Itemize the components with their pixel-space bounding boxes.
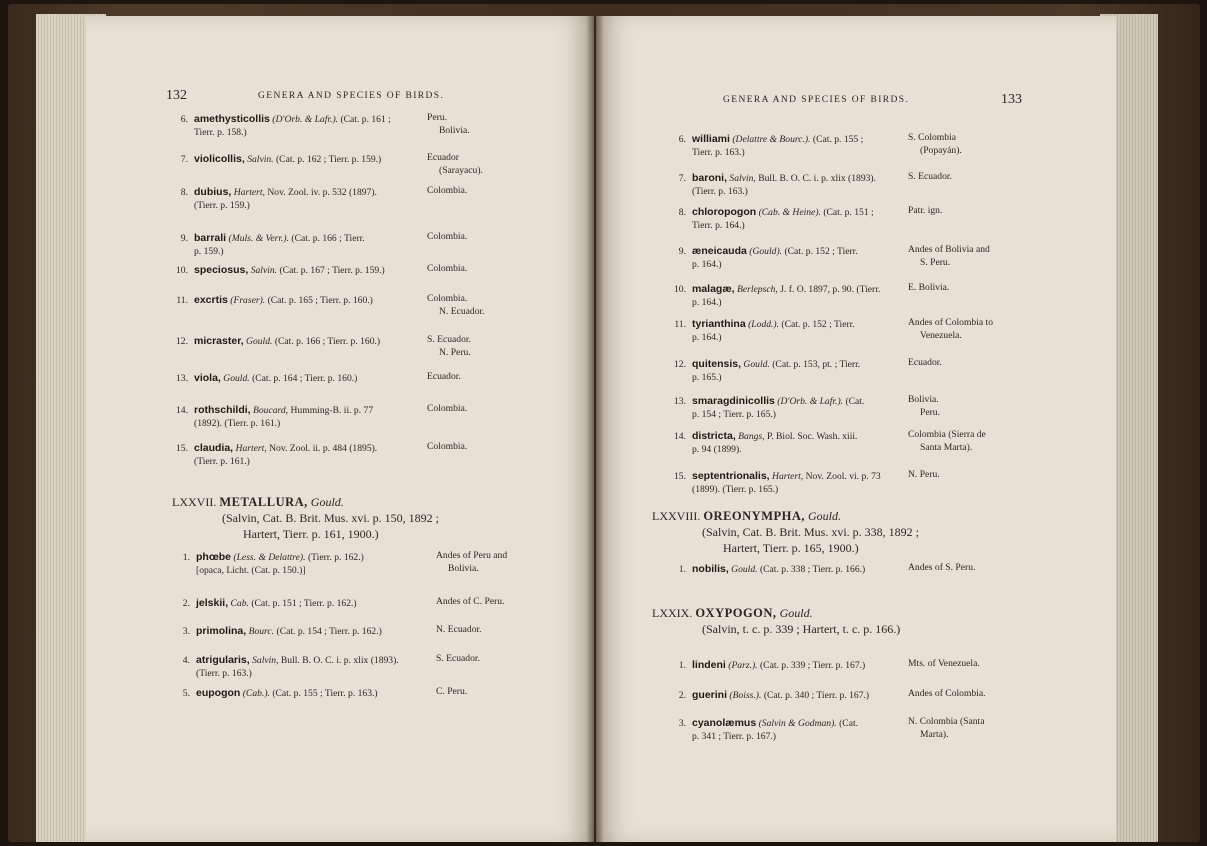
genus-number: LXXIX. — [652, 606, 693, 620]
species-entry — [170, 153, 381, 166]
species-entry — [172, 551, 364, 577]
species-author: (Fraser). — [230, 295, 266, 306]
genus-reference: (Salvin, t. c. p. 339 ; Hartert, t. c. p. 166.) — [702, 622, 901, 636]
species-name: lindeni — [692, 659, 726, 671]
species-entry — [170, 186, 377, 212]
species-number: 14. — [176, 405, 188, 416]
genus-heading — [172, 494, 439, 542]
species-number: 7. — [180, 154, 188, 165]
species-locality: Peru. Bolivia. — [427, 112, 470, 136]
species-name: dubius, — [194, 186, 232, 198]
species-locality: S. Colombia (Popayán). — [908, 132, 962, 156]
species-locality: Andes of C. Peru. — [436, 596, 505, 607]
species-name: æneicauda — [692, 245, 747, 257]
species-author: (D'Orb. & Lafr.). — [272, 114, 339, 125]
genus-number: LXXVIII. — [652, 509, 701, 523]
species-number: 10. — [176, 265, 188, 276]
species-reference: Bull. B. O. C. i. p. xlix (1893). — [280, 655, 399, 666]
species-locality: N. Peru. — [908, 469, 940, 480]
species-entry — [668, 689, 869, 702]
genus-name: OXYPOGON, — [695, 606, 777, 620]
species-name: districta, — [692, 430, 736, 442]
species-number: 15. — [176, 443, 188, 454]
species-name: jelskii, — [196, 597, 229, 609]
species-reference: (Cat. p. 154 ; Tierr. p. 162.) — [276, 626, 382, 637]
species-entry — [668, 318, 855, 344]
species-reference: (Cat. p. 166 ; Tierr. — [291, 233, 365, 244]
genus-heading — [652, 508, 919, 556]
species-name: tyrianthina — [692, 318, 746, 330]
species-entry — [170, 264, 385, 277]
species-entry — [172, 687, 378, 700]
species-name: quitensis, — [692, 358, 742, 370]
species-number: 13. — [176, 373, 188, 384]
species-locality: N. Ecuador. — [436, 624, 482, 635]
species-locality: Colombia (Sierra de Santa Marta). — [908, 429, 986, 453]
species-name: viola, — [194, 372, 221, 384]
species-reference: (Cat. p. 152 ; Tierr. — [781, 319, 855, 330]
book-gutter — [586, 16, 604, 842]
species-reference-2: p. 164.) — [692, 297, 722, 308]
species-entry — [668, 563, 865, 576]
species-number: 13. — [674, 396, 686, 407]
genus-reference: (Salvin, Cat. B. Brit. Mus. xvi. p. 338, 1892 ; — [702, 525, 920, 539]
species-locality: Patr. ign. — [908, 205, 943, 216]
species-number: 8. — [678, 207, 686, 218]
species-author: Hartert, — [233, 187, 265, 198]
species-name: atrigularis, — [196, 654, 250, 666]
species-reference: (Cat. p. 162 ; Tierr. p. 159.) — [275, 154, 382, 165]
species-reference: (Cat. — [839, 718, 859, 729]
species-reference-2: p. 341 ; Tierr. p. 167.) — [692, 731, 776, 742]
species-number: 12. — [674, 359, 686, 370]
species-author: Boucard, — [253, 405, 289, 416]
species-number: 11. — [674, 319, 686, 330]
genus-author: Gould. — [779, 606, 813, 620]
species-author: Bourc. — [248, 626, 275, 637]
genus-number: LXXVII. — [172, 495, 217, 509]
species-locality: S. Ecuador. N. Peru. — [427, 334, 471, 358]
species-locality: C. Peru. — [436, 686, 468, 697]
species-entry — [170, 294, 373, 307]
species-reference-2: Tierr. p. 158.) — [194, 127, 247, 138]
species-reference-2: p. 165.) — [692, 372, 722, 383]
species-reference-2: Tierr. p. 164.) — [692, 220, 745, 231]
species-reference-2: (Tierr. p. 163.) — [196, 668, 252, 679]
species-author: Salvin, — [729, 173, 756, 184]
species-name: micraster, — [194, 335, 244, 347]
genus-name: METALLURA, — [219, 495, 308, 509]
species-name: barrali — [194, 232, 227, 244]
species-author: (Muls. & Verr.). — [228, 233, 290, 244]
species-reference-2: p. 94 (1899). — [692, 444, 742, 455]
species-entry — [170, 404, 373, 430]
species-name: septentrionalis, — [692, 470, 770, 482]
species-name: cyanolæmus — [692, 717, 757, 729]
species-locality: S. Ecuador. — [436, 653, 480, 664]
species-name: claudia, — [194, 442, 234, 454]
species-author: (Cab.). — [242, 688, 270, 699]
species-entry — [668, 283, 880, 309]
species-number: 14. — [674, 431, 686, 442]
species-reference-2: [opaca, Licht. (Cat. p. 150.)] — [196, 565, 306, 576]
species-author: Cab. — [230, 598, 249, 609]
species-locality: Ecuador. — [908, 357, 942, 368]
species-author: (D'Orb. & Lafr.). — [777, 396, 844, 407]
species-reference: (Cat. p. 155 ; Tierr. p. 163.) — [272, 688, 378, 699]
species-reference-2: (Tierr. p. 163.) — [692, 186, 748, 197]
species-locality: N. Colombia (Santa Marta). — [908, 716, 985, 740]
species-reference-2: p. 164.) — [692, 332, 722, 343]
species-author: Salvin. — [250, 265, 278, 276]
species-author: Gould. — [731, 564, 758, 575]
page-number-left: 132 — [166, 88, 187, 103]
species-reference: Nov. Zool. iv. p. 532 (1897). — [267, 187, 377, 198]
species-locality: Colombia. N. Ecuador. — [427, 293, 485, 317]
genus-reference-2: Hartert, Tierr. p. 161, 1900.) — [243, 527, 379, 541]
species-entry — [170, 335, 380, 348]
genus-reference-2: Hartert, Tierr. p. 165, 1900.) — [723, 541, 859, 555]
species-entry — [172, 654, 399, 680]
species-entry — [172, 625, 382, 638]
species-locality: Colombia. — [427, 185, 468, 196]
species-entry — [668, 358, 860, 384]
species-name: baroni, — [692, 172, 728, 184]
genus-author: Gould. — [808, 509, 842, 523]
species-locality: Andes of S. Peru. — [908, 562, 976, 573]
genus-heading — [652, 605, 900, 637]
species-reference: J. f. O. 1897, p. 90. (Tierr. — [780, 284, 881, 295]
species-reference: (Cat. p. 166 ; Tierr. p. 160.) — [274, 336, 381, 347]
species-name: excrtis — [194, 294, 228, 306]
species-reference: (Cat. p. 340 ; Tierr. p. 167.) — [763, 690, 870, 701]
species-entry — [170, 113, 391, 139]
species-number: 2. — [182, 598, 190, 609]
species-number: 11. — [176, 295, 188, 306]
species-locality: Andes of Colombia. — [908, 688, 986, 699]
species-locality: Mts. of Venezuela. — [908, 658, 980, 669]
species-name: nobilis, — [692, 563, 729, 575]
species-reference-2: (Tierr. p. 159.) — [194, 200, 250, 211]
species-reference: (Cat. p. 151 ; — [823, 207, 874, 218]
species-reference: (Cat. p. 161 ; — [340, 114, 391, 125]
species-author: (Delattre & Bourc.). — [732, 134, 811, 145]
species-entry — [668, 395, 864, 421]
species-locality: Colombia. — [427, 231, 468, 242]
page-number-right: 133 — [1001, 92, 1022, 107]
species-reference: (Cat. p. 167 ; Tierr. p. 159.) — [279, 265, 385, 276]
species-number: 6. — [180, 114, 188, 125]
species-reference: Nov. Zool. ii. p. 484 (1895). — [269, 443, 378, 454]
species-locality: Andes of Bolivia and S. Peru. — [908, 244, 990, 268]
species-reference-2: p. 164.) — [692, 259, 722, 270]
genus-reference: (Salvin, Cat. B. Brit. Mus. xvi. p. 150, 1892 ; — [222, 511, 440, 525]
species-number: 2. — [678, 690, 686, 701]
species-entry — [170, 372, 357, 385]
species-name: phœbe — [196, 551, 231, 563]
species-author: Gould. — [246, 336, 273, 347]
species-locality: Andes of Peru and Bolivia. — [436, 550, 508, 574]
running-head-left: GENERA AND SPECIES OF BIRDS. — [258, 91, 445, 101]
species-reference: (Cat. p. 165 ; Tierr. p. 160.) — [267, 295, 373, 306]
species-locality: Bolivia. Peru. — [908, 394, 940, 418]
species-reference: (Cat. p. 339 ; Tierr. p. 167.) — [759, 660, 866, 671]
species-number: 1. — [678, 660, 686, 671]
species-reference: Humming-B. ii. p. 77 — [290, 405, 374, 416]
running-head-right: GENERA AND SPECIES OF BIRDS. — [723, 95, 910, 105]
species-author: (Lodd.). — [748, 319, 780, 330]
species-reference: (Cat. p. 164 ; Tierr. p. 160.) — [252, 373, 358, 384]
species-author: Salvin, — [252, 655, 279, 666]
species-name: speciosus, — [194, 264, 249, 276]
species-entry — [172, 597, 357, 610]
species-reference: (Cat. — [845, 396, 865, 407]
species-number: 3. — [678, 718, 686, 729]
species-author: (Cab. & Heine). — [758, 207, 821, 218]
species-entry — [668, 659, 865, 672]
species-author: Hartert, — [772, 471, 804, 482]
species-author: (Boiss.). — [729, 690, 762, 701]
species-author: (Gould). — [749, 246, 783, 257]
species-reference: (Cat. p. 152 ; Tierr. — [784, 246, 858, 257]
species-entry — [668, 133, 863, 159]
species-number: 1. — [678, 564, 686, 575]
genus-author: Gould. — [310, 495, 344, 509]
species-entry — [170, 232, 365, 258]
species-entry — [668, 717, 858, 743]
species-reference: Bull. B. O. C. i. p. xlix (1893). — [758, 173, 877, 184]
species-entry — [668, 206, 874, 232]
species-author: Gould. — [223, 373, 250, 384]
species-author: (Parz.). — [728, 660, 758, 671]
species-entry — [668, 172, 876, 198]
species-number: 9. — [180, 233, 188, 244]
species-name: guerini — [692, 689, 728, 701]
species-entry — [170, 442, 377, 468]
species-reference: (Cat. p. 338 ; Tierr. p. 166.) — [759, 564, 866, 575]
species-locality: Colombia. — [427, 403, 468, 414]
species-locality: Ecuador (Sarayacu). — [427, 152, 483, 176]
species-locality: E. Bolivia. — [908, 282, 950, 293]
species-author: Berlepsch, — [737, 284, 778, 295]
species-locality: S. Ecuador. — [908, 171, 952, 182]
species-locality: Colombia. — [427, 441, 468, 452]
species-number: 3. — [182, 626, 190, 637]
species-author: Salvin. — [247, 154, 274, 165]
species-author: Gould. — [743, 359, 770, 370]
genus-name: OREONYMPHA, — [703, 509, 806, 523]
species-entry — [668, 430, 857, 456]
species-number: 9. — [678, 246, 686, 257]
species-number: 10. — [674, 284, 686, 295]
species-locality: Colombia. — [427, 263, 468, 274]
species-entry — [668, 470, 881, 496]
species-reference-2: Tierr. p. 163.) — [692, 147, 745, 158]
species-locality: Andes of Colombia to Venezuela. — [908, 317, 994, 341]
species-reference: (Cat. p. 151 ; Tierr. p. 162.) — [251, 598, 357, 609]
species-name: primolina, — [196, 625, 247, 637]
species-number: 7. — [678, 173, 686, 184]
species-reference: (Cat. p. 153, pt. ; Tierr. — [772, 359, 861, 370]
species-name: amethysticollis — [194, 113, 270, 125]
species-number: 5. — [182, 688, 190, 699]
species-author: (Less. & Delattre). — [233, 552, 306, 563]
species-reference: (Cat. p. 155 ; — [812, 134, 864, 145]
species-reference: Nov. Zool. vi. p. 73 — [805, 471, 881, 482]
species-number: 12. — [176, 336, 188, 347]
species-name: rothschildi, — [194, 404, 251, 416]
species-name: chloropogon — [692, 206, 757, 218]
species-author: Bangs, — [738, 431, 765, 442]
species-number: 8. — [180, 187, 188, 198]
species-reference-2: (1892). (Tierr. p. 161.) — [194, 418, 281, 429]
species-number: 4. — [182, 655, 190, 666]
species-reference-2: p. 159.) — [194, 246, 224, 257]
species-entry — [668, 245, 858, 271]
species-reference: (Tierr. p. 162.) — [307, 552, 364, 563]
species-number: 1. — [182, 552, 190, 563]
species-reference-2: (Tierr. p. 161.) — [194, 456, 250, 467]
species-author: Hartert, — [235, 443, 267, 454]
species-name: smaragdinicollis — [692, 395, 775, 407]
species-reference-2: (1899). (Tierr. p. 165.) — [692, 484, 779, 495]
species-name: eupogon — [196, 687, 241, 699]
species-name: williami — [692, 133, 730, 145]
species-number: 6. — [678, 134, 686, 145]
species-name: malagæ, — [692, 283, 735, 295]
species-locality: Ecuador. — [427, 371, 461, 382]
species-name: violicollis, — [194, 153, 245, 165]
species-author: (Salvin & Godman). — [758, 718, 837, 729]
species-reference-2: p. 154 ; Tierr. p. 165.) — [692, 409, 776, 420]
species-reference: P. Biol. Soc. Wash. xiii. — [766, 431, 858, 442]
species-number: 15. — [674, 471, 686, 482]
